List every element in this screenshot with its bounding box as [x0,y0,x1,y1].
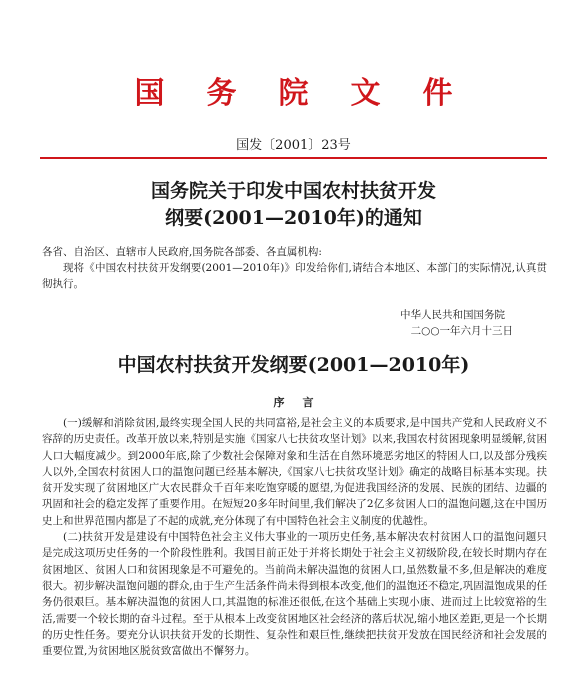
preface-heading: 序言 [273,396,332,409]
red-divider [40,157,547,159]
signature-date: 二○○一年六月十三日 [410,325,513,337]
notice-body [42,260,547,293]
outline-body [42,415,547,659]
notice-paragraph: 现将《中国农村扶贫开发纲要(2001—2010年)》印发给你们,请结合本地区、本部门的实际情况,认真贯彻执行。 [42,262,547,291]
notice-title-line1: 国务院关于印发中国农村扶贫开发 [150,180,436,202]
outline-title: 中国农村扶贫开发纲要(2001—2010年) [117,354,470,376]
issuer-header: 国务院文件 [134,76,495,111]
notice-title [0,178,587,232]
signature-org: 中华人民共和国国务院 [400,309,505,321]
paragraph-2: (二)扶贫开发是建设有中国特色社会主义伟大事业的一项历史任务,基本解决农村贫困人口的温饱问题只是完成这项历史任务的一个阶段性胜利。我国目前正处于并将长期处于社会主义初级阶段,在较长时期内存在贫困地区、贫困人口和贫困现象是不可避免的。当前尚未解决温饱的贫困人口,虽然数量不多,但是解决的难度很大。初步解决温饱问题的群众,由于生产生活条件尚未得到根本改变,他们的温饱还不稳定,巩固温饱成果的任务仍很艰巨。基本解决温饱的贫困人口,其温饱的标准还很低,在这个基础上实现小康、进而过上比较宽裕的生活,需要一个较长期的奋斗过程。至于从根本上改变贫困地区社会经济的落后状况,缩小地区差距,更是一个长期的历史性任务。要充分认识扶贫开发的长期性、复杂性和艰巨性,继续把扶贫开发放在国民经济和社会发展的重要位置,为贫困地区脱贫致富做出不懈努力。 [42,531,547,658]
notice-title-line2: 纲要(2001—2010年)的通知 [165,207,422,229]
addressee: 各省、自治区、直辖市人民政府,国务院各部委、各直属机构: [42,246,322,258]
paragraph-1: (一)缓解和消除贫困,最终实现全国人民的共同富裕,是社会主义的本质要求,是中国共产党和人民政府义不容辞的历史责任。改革开放以来,特别是实施《国家八七扶贫攻坚计划》以来,我国农村贫困现象明显缓解,贫困人口大幅度减少。到2000年底,除了少数社会保障对象和生活在自然环境恶劣地区的特困人口,以及部分残疾人以外,全国农村贫困人口的温饱问题已经基本解决,《国家八七扶贫攻坚计划》确定的战略目标基本实现。扶贫开发实现了贫困地区广大农民群众千百年来吃饱穿暖的愿望,为促进我国经济的发展、民族的团结、边疆的巩固和社会的稳定发挥了重要作用。在短短20多年时间里,我们解决了2亿多贫困人口的温饱问题,这在中国历史上和世界范围内都是了不起的成就,充分体现了有中国特色社会主义制度的优越性。 [42,417,547,527]
document-number: 国发〔2001〕23号 [236,138,351,153]
